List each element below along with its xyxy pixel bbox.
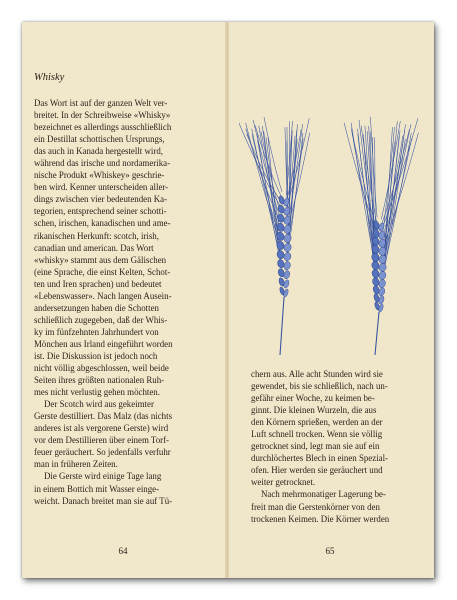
barley-ear-left [239,117,310,355]
chapter-title: Whisky [34,72,65,83]
page-number-right: 65 [325,546,335,556]
paragraph-4: chern aus. Alle acht Stunden wird sie gewendet, bis sie schließlich, nach un- gefähr einer Woche, zu keimen be- ginnt. Die kleinen Wurzeln, die aus den Körnern sprießen, werden an der Luft schnell trocken. Wenn sie völlig getrocknet sind, legt man sie auf ein durchlöchertes Blech in einen Spezial- ofen. Hier werden sie geräuchert und weiter getrocknet. [251,369,389,488]
paragraph-1: Das Wort ist auf der ganzen Welt ver- breitet. In der Schreibweise «Whisky» bezeichnet es allerdings ausschließlich ein Destillat schottischen Ursprungs, das auch in Kanada hergestellt wird, während das irische und nordamerika- nische Produkt «Whiskey» geschrie- ben wird. Kenner unterscheiden aller- dings zwischen vier bedeutenden Ka- tegorien, entsprechend seiner schotti- schen, irischen, kanadischen und ame- rikanischen Herkunft: scotch, irish, canadian und american. Das Wort «whisky» stammt aus dem Gälischen (eine Sprache, die einst Kelten, Schot- ten und Iren sprachen) und bedeutet «Lebenswasser». Nach langen Ausein- andersetzungen haben die Schotten schließlich zugegeben, daß der Whis- ky im fünfzehnten Jahrhundert von Mönchen aus Irland eingeführt worden ist. Die Diskussion ist jedoch noch nicht völlig abgeschlossen, weil beide Seiten ihres größten nationalen Ruh- mes nicht verlustig gehen möchten. [34,98,173,398]
paragraph-3: Die Gerste wird einige Tage lang in einem Bottich mit Wasser einge- weicht. Danach breitet man sie auf Tü- [34,471,173,506]
barley-illustration [239,87,427,357]
paragraph-2: Der Scotch wird aus gekeimter Gerste destilliert. Das Malz (das nichts anderes ist als vergorene Gerste) wird vor dem Destillieren über einem Torf- feuer geräuchert. So jedenfalls verfuhr man in früheren Zeiten. [34,399,173,470]
barley-ear-right [344,117,418,355]
left-page-text [34,97,212,507]
open-book [22,22,434,578]
left-page [22,22,227,578]
paragraph-5: Nach mehrmonatiger Lagerung be- freit man die Gerstenkörner von den trockenen Keimen. Die Körner werden [251,489,390,524]
right-page-text [251,368,426,525]
right-page [229,22,434,578]
page-number-left: 64 [118,546,128,556]
